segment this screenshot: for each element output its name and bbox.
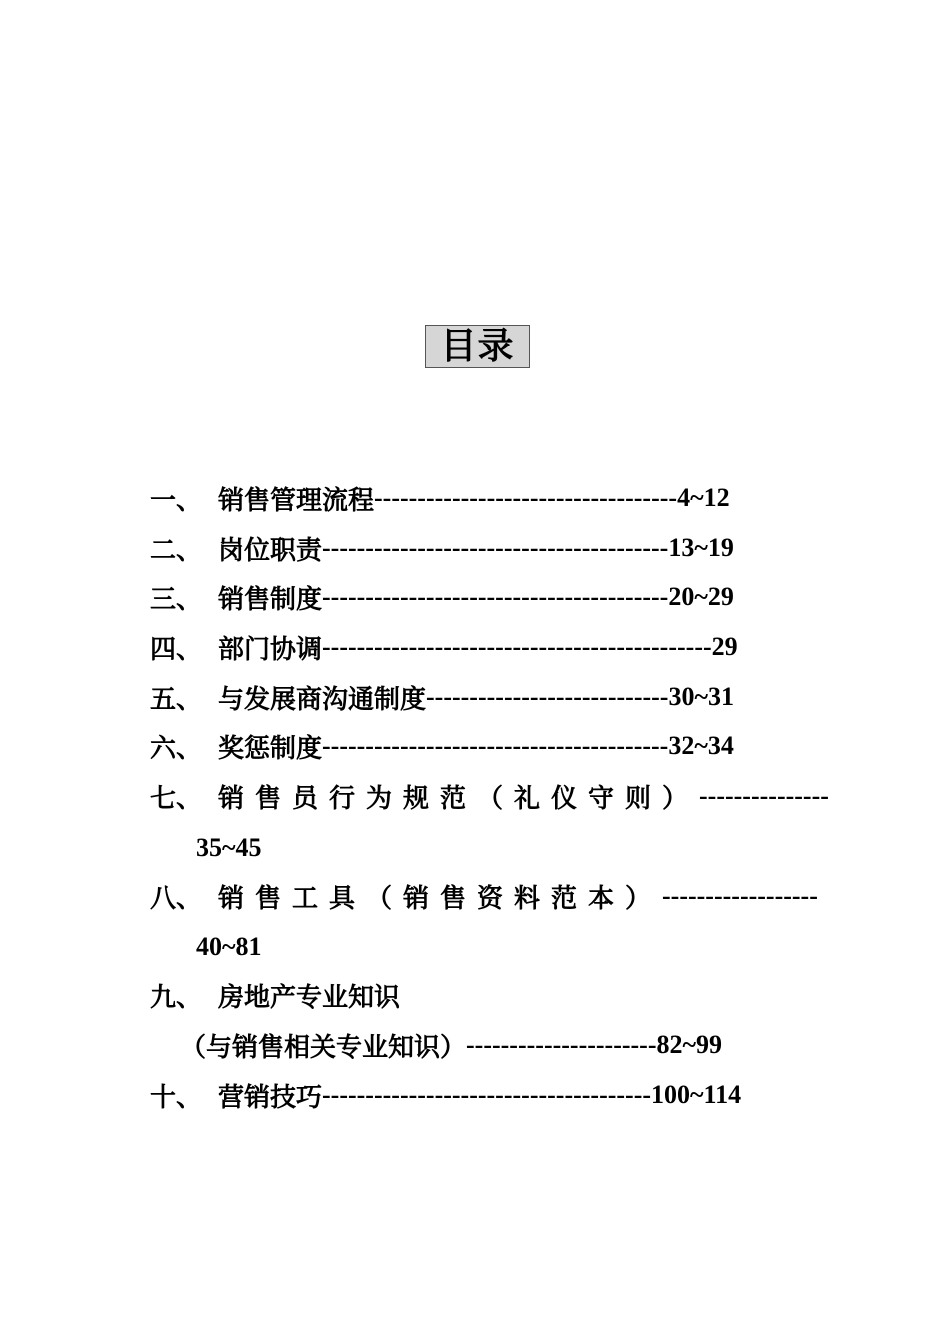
toc-entry[interactable]	[150, 478, 730, 518]
toc-entry-pages: 35~45	[196, 833, 262, 862]
toc-entry-title: 奖惩制度	[218, 733, 323, 764]
toc-entry-pages: 40~81	[196, 932, 262, 961]
toc-entry-title: 销售管理流程	[218, 485, 375, 516]
toc-entry-leader: ---------------------------------------------	[322, 632, 712, 661]
toc-entry-leader: ---------------	[699, 781, 829, 810]
toc-entry-number: 二、	[150, 535, 203, 566]
toc-entry[interactable]	[150, 528, 734, 568]
toc-entry-leader: ----------------------	[466, 1030, 657, 1059]
toc-entry-leader: ----------------------------------------	[322, 533, 669, 562]
toc-entry-subtitle: （与销售相关专业知识）	[180, 1032, 467, 1063]
toc-entry-leader: ----------------------------------------	[322, 582, 669, 611]
toc-entry-title: 营销技巧	[218, 1082, 323, 1113]
toc-entry-number: 三、	[150, 584, 203, 615]
toc-entry-leader: ----------------------------------------	[322, 731, 669, 760]
toc-entry-number: 八、	[150, 883, 203, 914]
toc-entry-pages-line	[196, 828, 262, 868]
toc-entry[interactable]	[150, 726, 734, 766]
toc-entry-title: 销售员行为规范（礼仪守则）	[218, 783, 700, 814]
toc-entry-title: 房地产专业知识	[218, 982, 401, 1013]
toc-entry[interactable]	[150, 627, 738, 667]
toc-entry-pages-line	[196, 927, 262, 967]
toc-entry-number: 十、	[150, 1082, 203, 1113]
toc-entry-pages: 13~19	[668, 533, 734, 562]
toc-entry[interactable]	[150, 677, 734, 717]
toc-entry[interactable]	[150, 776, 829, 816]
toc-entry-number: 五、	[150, 684, 203, 715]
toc-entry-number: 七、	[150, 783, 203, 814]
toc-entry-leader: --------------------------------------	[322, 1080, 652, 1109]
toc-entry-subtitle-line[interactable]	[180, 1025, 722, 1065]
toc-entry-leader: -----------------------------------	[374, 483, 678, 512]
toc-entry-pages: 30~31	[668, 682, 734, 711]
toc-entry-title: 岗位职责	[218, 535, 323, 566]
toc-entry-number: 一、	[150, 485, 203, 516]
toc-entry[interactable]	[150, 975, 400, 1015]
toc-entry-title: 与发展商沟通制度	[218, 684, 427, 715]
toc-entry-number: 九、	[150, 982, 203, 1013]
toc-entry-pages: 29	[711, 632, 738, 661]
toc-entry-pages: 20~29	[668, 582, 734, 611]
toc-entry-pages: 4~12	[677, 483, 730, 512]
toc-entry[interactable]	[150, 876, 818, 916]
toc-entry-title: 销售制度	[218, 584, 323, 615]
toc-entry-pages: 100~114	[651, 1080, 742, 1109]
toc-title-box	[425, 325, 530, 368]
toc-entry-leader: ------------------	[662, 881, 818, 910]
toc-entry-title: 部门协调	[218, 634, 323, 665]
toc-entry[interactable]	[150, 577, 734, 617]
toc-entry-pages: 32~34	[668, 731, 734, 760]
toc-entry[interactable]	[150, 1075, 741, 1115]
toc-entry-title: 销售工具（销售资料范本）	[218, 883, 663, 914]
toc-entry-number: 四、	[150, 634, 203, 665]
toc-title: 目录	[440, 325, 515, 367]
toc-entry-number: 六、	[150, 733, 203, 764]
toc-entry-pages: 82~99	[656, 1030, 723, 1059]
toc-entry-leader: ----------------------------	[426, 682, 669, 711]
